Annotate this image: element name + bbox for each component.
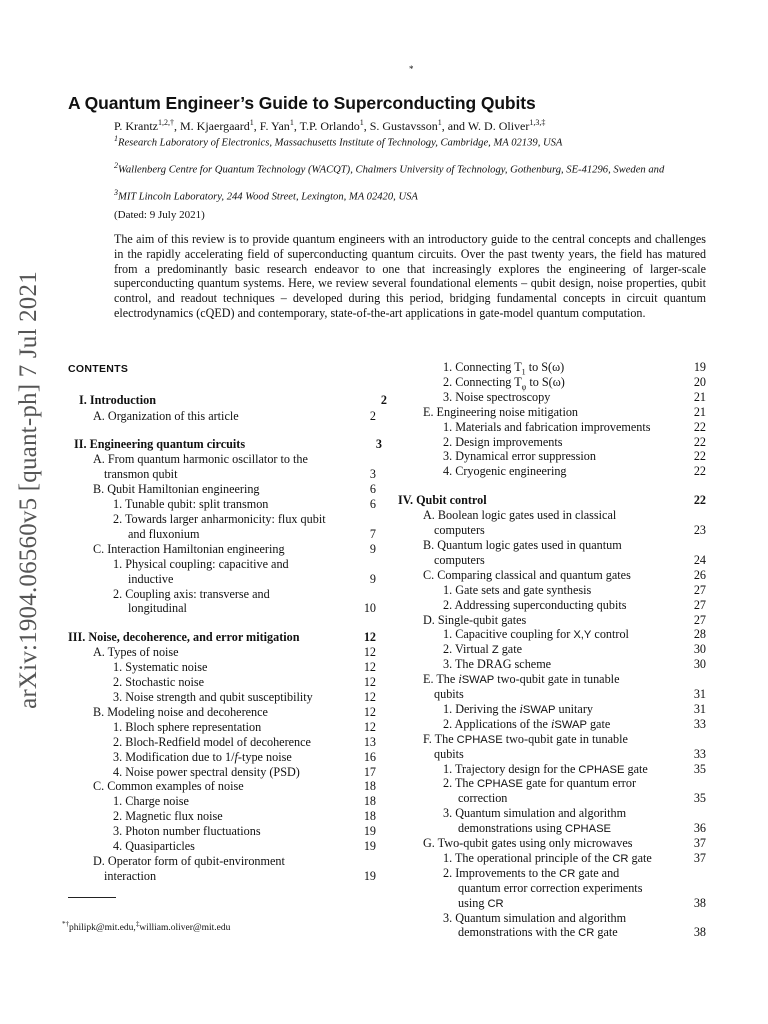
footnote-rule (68, 897, 116, 898)
toc-entry-title: 1. Gate sets and gate synthesis (443, 582, 592, 597)
affiliation-1: $^1$Research Laboratory of Electronics, Massachusetts Institute of Technology, Cambridge, MA 02139, USA (114, 134, 563, 149)
toc-entry-title: 2. Magnetic flux noise (113, 809, 223, 824)
toc-entry-title: A. Boolean logic gates used in classical (423, 508, 617, 523)
arxiv-id: arXiv:1904.06560v5 [quant-ph] 7 Jul 2021 (15, 271, 42, 709)
toc-entry-title: 1. Physical coupling: capacitive and (113, 556, 289, 571)
toc-entry-page: 12 (363, 690, 376, 704)
toc-entry[interactable] (128, 572, 376, 587)
toc-entry-title: 3. Dynamical error suppression (443, 449, 596, 464)
toc-entry[interactable] (93, 779, 376, 794)
toc-entry-page: 22 (693, 434, 706, 449)
toc-entry-page: 18 (363, 809, 376, 824)
toc-entry[interactable] (443, 627, 706, 642)
toc-entry[interactable] (113, 512, 376, 527)
toc-entry[interactable] (93, 482, 376, 497)
toc-entry[interactable] (443, 375, 706, 390)
toc-entry-title: G. Two-qubit gates using only microwaves (423, 836, 633, 850)
toc-entry-title: 2. Stochastic noise (113, 675, 205, 690)
footnote-emails: *†philipk@mit.edu,‡william.oliver@mit.edu (62, 920, 231, 934)
toc-entry-page: 21 (693, 404, 706, 419)
toc-entry-title: computers (434, 523, 485, 538)
toc-entry-title: 1. Charge noise (113, 794, 189, 809)
toc-entry[interactable] (74, 437, 382, 452)
toc-entry[interactable] (104, 869, 376, 884)
toc-entry-title: demonstrations using CPHASE (458, 821, 611, 836)
toc-entry[interactable] (423, 732, 706, 747)
toc-entry-title: 3. Noise strength and qubit susceptibility (113, 690, 313, 704)
author-list-text: P. Krantz$^{1,2,\dagger}$, M. Kjaergaard$^1$, F. Yan$^1$, T.P. Orlando$^1$, S. Gustavsson$^1$, and W. D. Oliver$^{1,3,\ddagger}$ (114, 118, 546, 133)
toc-entry[interactable] (113, 824, 376, 839)
toc-entry-title: 2. Design improvements (443, 434, 563, 449)
toc-entry-page: 6 (369, 497, 376, 512)
toc-entry-page: 12 (363, 645, 376, 660)
toc-entry-page: 12 (363, 675, 376, 690)
toc-entry-title: 3. Modification due to 1/f-type noise (113, 749, 292, 764)
toc-entry-title: qubits (434, 746, 464, 761)
toc-entry-title: longitudinal (128, 601, 187, 616)
toc-entry-title: A. From quantum harmonic oscillator to the (93, 452, 308, 467)
toc-entry-page: 23 (693, 523, 706, 538)
toc-entry[interactable] (93, 854, 376, 869)
toc-entry[interactable] (93, 452, 376, 467)
abstract: The aim of this review is to provide quantum engineers with an introductory guide to the central concepts and challenges in the rapidly accelerating field of superconducting quantum circuits. Over the past twenty years, the field has matured from a predominantly basic research endeavor to one that increasingly explores the engineering of larger-scale superconducting quantum systems. Here, we review several foundational elements – qubit design, noise properties, qubit control, and readout techniques – developed during this period, bridging fundamental concepts in circuit quantum electrodynamics (cQED) and contemporary, state-of-the-art applications in gate-model quantum computation. (114, 232, 706, 320)
toc-entry[interactable] (128, 527, 376, 542)
toc-entry-page: 10 (363, 601, 376, 616)
toc-entry-page: 37 (693, 850, 706, 865)
toc-entry-page: 19 (363, 824, 376, 839)
toc-entry-page: 31 (693, 701, 706, 716)
toc-entry-title: correction (458, 791, 508, 806)
toc-entry-title: IV. Qubit control (398, 492, 487, 507)
toc-entry[interactable] (443, 806, 706, 821)
toc-entry-title: and fluxonium (128, 526, 200, 541)
toc-entry-page: 28 (693, 627, 706, 642)
toc-entry[interactable] (443, 583, 706, 598)
toc-entry-page: 9 (369, 541, 376, 556)
toc-entry[interactable] (443, 598, 706, 613)
toc-entry-title: E. Engineering noise mitigation (423, 404, 579, 419)
toc-entry-title: inductive (128, 571, 174, 586)
toc-entry[interactable] (443, 420, 706, 435)
toc-entry-title: A. Organization of this article (93, 408, 239, 423)
toc-entry-page: 27 (693, 582, 706, 597)
toc-entry-page: 18 (363, 794, 376, 809)
toc-entry-page: 6 (369, 482, 376, 497)
toc-entry-page: 13 (363, 734, 376, 749)
toc-entry-title: 4. Noise power spectral density (PSD) (113, 764, 300, 779)
toc-entry-title: 2. Addressing superconducting qubits (443, 597, 627, 612)
toc-entry-page: 30 (693, 642, 706, 657)
toc-entry[interactable] (443, 390, 706, 405)
toc-entry-title: D. Single-qubit gates (423, 612, 527, 627)
toc-entry-page: 12 (363, 660, 376, 675)
toc-entry-page: 30 (693, 657, 706, 672)
toc-entry[interactable] (443, 449, 706, 464)
toc-entry[interactable] (104, 467, 376, 482)
toc-entry-page: 22 (693, 419, 706, 434)
toc-entry-page: 35 (693, 761, 706, 776)
toc-entry-title: 2. Connecting $T_\varphi$ to S(ω) (443, 374, 565, 392)
toc-entry-title: 3. Quantum simulation and algorithm (443, 910, 627, 925)
toc-entry-title: 1. Capacitive coupling for X,Y control (443, 627, 629, 642)
toc-entry-page: 12 (363, 629, 376, 644)
toc-entry-page: 22 (693, 492, 706, 507)
toc-entry[interactable] (443, 657, 706, 672)
toc-entry[interactable] (93, 645, 376, 660)
contents-heading: CONTENTS (68, 363, 129, 375)
toc-entry[interactable] (443, 464, 706, 479)
toc-entry[interactable] (398, 493, 706, 508)
toc-entry-title: 2. Improvements to the CR gate and (443, 865, 620, 880)
arxiv-sidebar-stamp (14, 271, 44, 709)
toc-entry-page: 3 (375, 436, 382, 451)
toc-entry-title: D. Operator form of qubit-environment (93, 853, 285, 868)
toc-entry[interactable] (458, 881, 706, 896)
toc-entry-title: C. Common examples of noise (93, 779, 244, 794)
toc-entry[interactable] (443, 911, 706, 926)
toc-entry-page: 35 (693, 791, 706, 806)
toc-entry-page: 19 (363, 868, 376, 883)
toc-entry[interactable] (113, 660, 376, 675)
toc-entry-title: 1. Bloch sphere representation (113, 719, 262, 734)
toc-entry-page: 18 (363, 779, 376, 794)
toc-entry[interactable] (423, 672, 706, 687)
toc-entry[interactable] (443, 360, 706, 375)
toc-entry[interactable] (434, 523, 706, 538)
toc-entry-page: 38 (693, 895, 706, 910)
toc-entry[interactable] (68, 630, 376, 645)
toc-entry-title: 3. Photon number fluctuations (113, 824, 261, 839)
toc-entry-page: 33 (693, 746, 706, 761)
toc-entry-page: 21 (693, 389, 706, 404)
toc-entry-page: 2 (369, 408, 376, 423)
toc-entry-page: 12 (363, 704, 376, 719)
toc-entry-title: 2. Coupling axis: transverse and (113, 586, 270, 601)
toc-entry-title: 1. Connecting $T_1$ to S(ω) (443, 360, 565, 377)
toc-entry[interactable] (113, 735, 376, 750)
toc-entry[interactable] (443, 776, 706, 791)
toc-entry-title: E. The iSWAP two-qubit gate in tunable (423, 672, 620, 687)
toc-entry-title: 1. Tunable qubit: split transmon (113, 497, 269, 512)
toc-entry-title: 1. Deriving the iSWAP unitary (443, 701, 593, 716)
toc-entry-page: 27 (693, 612, 706, 627)
toc-entry-title: using CR (458, 895, 504, 910)
toc-entry[interactable] (128, 601, 376, 616)
toc-entry-page: 37 (693, 836, 706, 850)
toc-entry-title: 3. Noise spectroscopy (443, 389, 551, 404)
toc-entry-title: 1. Materials and fabrication improvements (443, 419, 651, 434)
toc-entry-title: B. Modeling noise and decoherence (93, 704, 268, 719)
toc-entry-page: 36 (693, 821, 706, 836)
toc-entry-title: transmon qubit (104, 467, 178, 482)
toc-entry[interactable] (113, 497, 376, 512)
toc-entry-title: C. Comparing classical and quantum gates (423, 567, 631, 582)
toc-entry-title: 2. Virtual Z gate (443, 642, 523, 657)
toc-entry[interactable] (113, 587, 376, 602)
toc-entry[interactable] (423, 405, 706, 420)
toc-entry[interactable] (443, 642, 706, 657)
toc-entry[interactable] (113, 690, 376, 705)
toc-entry[interactable] (458, 925, 706, 940)
toc-entry-title: II. Engineering quantum circuits (74, 436, 246, 451)
toc-entry-title: interaction (104, 868, 157, 883)
toc-entry-title: 1. Systematic noise (113, 660, 208, 675)
toc-entry-title: III. Noise, decoherence, and error mitigation (68, 629, 300, 644)
paper-title: A Quantum Engineer’s Guide to Superconducting Qubits (68, 93, 536, 113)
toc-entry-page: 3 (369, 467, 376, 482)
toc-entry[interactable] (434, 747, 706, 762)
toc-entry[interactable] (443, 435, 706, 450)
toc-entry-title: qubits (434, 687, 464, 701)
toc-entry-page: 33 (693, 716, 706, 731)
toc-entry-page: 22 (693, 449, 706, 464)
toc-entry[interactable] (434, 553, 706, 568)
title-footnote-marker: * (409, 64, 414, 74)
toc-entry[interactable] (79, 393, 387, 408)
toc-entry-page: 12 (363, 719, 376, 734)
toc-entry-title: 2. Applications of the iSWAP gate (443, 716, 611, 731)
toc-entry-title: demonstrations with the CR gate (458, 925, 618, 940)
toc-entry[interactable] (113, 750, 376, 765)
toc-entry-page: 31 (693, 687, 706, 701)
toc-entry-title: 4. Cryogenic engineering (443, 464, 567, 479)
toc-entry-title: 1. The operational principle of the CR gate (443, 850, 652, 865)
toc-entry-page: 2 (380, 393, 387, 407)
toc-entry[interactable] (423, 508, 706, 523)
toc-entry-title: B. Quantum logic gates used in quantum (423, 538, 622, 552)
toc-entry[interactable] (443, 717, 706, 732)
toc-entry-title: 3. Quantum simulation and algorithm (443, 806, 627, 821)
toc-entry[interactable] (458, 821, 706, 836)
toc-entry[interactable] (458, 791, 706, 806)
toc-entry-page: 16 (363, 749, 376, 764)
toc-entry[interactable] (113, 794, 376, 809)
toc-entry-title: 2. Bloch-Redfield model of decoherence (113, 734, 311, 749)
toc-entry[interactable] (113, 557, 376, 572)
toc-entry-title: C. Interaction Hamiltonian engineering (93, 541, 285, 556)
toc-entry-title: I. Introduction (79, 393, 156, 407)
toc-entry-page: 9 (369, 571, 376, 586)
toc-entry-page: 27 (693, 597, 706, 612)
toc-entry[interactable] (423, 568, 706, 583)
toc-entry[interactable] (423, 613, 706, 628)
toc-entry[interactable] (443, 762, 706, 777)
toc-entry-page: 20 (693, 374, 706, 389)
toc-entry[interactable] (113, 809, 376, 824)
toc-entry-title: computers (434, 552, 485, 567)
toc-entry-title: 2. Towards larger anharmonicity: flux qubit (113, 512, 326, 526)
toc-entry[interactable] (434, 687, 706, 702)
toc-entry[interactable] (113, 765, 376, 780)
toc-entry[interactable] (113, 839, 376, 854)
toc-entry[interactable] (423, 836, 706, 851)
toc-entry[interactable] (458, 896, 706, 911)
toc-entry-page: 22 (693, 464, 706, 479)
toc-entry[interactable] (443, 851, 706, 866)
affiliation-2: $^2$Wallenberg Centre for Quantum Technology (WACQT), Chalmers University of Technology, Gothenburg, SE-41296, Sweden and (114, 161, 665, 176)
toc-entry-title: 3. The DRAG scheme (443, 657, 552, 672)
toc-entry-page: 19 (693, 360, 706, 374)
toc-entry-title: B. Qubit Hamiltonian engineering (93, 482, 260, 497)
toc-entry-title: quantum error correction experiments (458, 880, 643, 895)
dated-line: (Dated: 9 July 2021) (114, 209, 205, 221)
affiliation-3: $^3$MIT Lincoln Laboratory, 244 Wood Street, Lexington, MA 02420, USA (114, 188, 418, 203)
toc-entry-page: 19 (363, 839, 376, 853)
toc-entry-title: F. The CPHASE two-qubit gate in tunable (423, 731, 628, 746)
toc-entry-page: 26 (693, 567, 706, 582)
toc-entry[interactable] (423, 538, 706, 553)
toc-entry[interactable] (443, 702, 706, 717)
toc-entry-page: 38 (693, 925, 706, 940)
toc-entry[interactable] (93, 542, 376, 557)
toc-entry[interactable] (93, 409, 376, 424)
toc-entry[interactable] (113, 720, 376, 735)
toc-entry[interactable] (113, 675, 376, 690)
toc-entry-page: 7 (369, 526, 376, 541)
toc-entry-title: A. Types of noise (93, 645, 179, 660)
toc-entry[interactable] (93, 705, 376, 720)
toc-entry-title: 1. Trajectory design for the CPHASE gate (443, 761, 648, 776)
toc-entry-page: 17 (363, 764, 376, 779)
toc-entry-title: 2. The CPHASE gate for quantum error (443, 776, 637, 791)
toc-entry-title: 4. Quasiparticles (113, 839, 195, 853)
toc-entry-page: 24 (693, 552, 706, 567)
toc-entry[interactable] (443, 866, 706, 881)
